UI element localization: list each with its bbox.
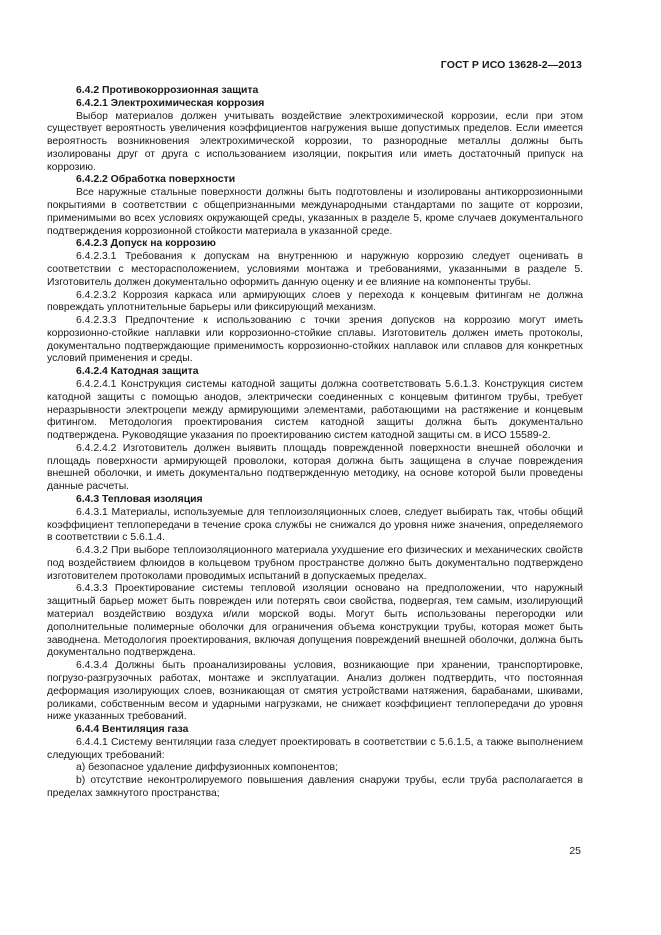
subsection-heading: 6.4.2.3 Допуск на коррозию xyxy=(76,238,216,250)
subsection-heading: 6.4.2.4 Катодная защита xyxy=(76,366,199,378)
paragraph: 6.4.2.3.3 Предпочтение к использованию с точки зрения допусков на коррозию могут иметь коррозионно-стойкие наплавки или коррозионно-стойкие сплавы. Изготовитель должен иметь протоколы, документально подтверждающие применимость коррозионно-стойких наплавок или сплавов для конкретных условий применения и среды. xyxy=(47,315,583,365)
paragraph: 6.4.2.3.2 Коррозия каркаса или армирующих слоев у перехода к концевым фитингам не должна повреждать уплотнительные барьеры или фиксирующий механизм. xyxy=(47,289,583,314)
section-heading: 6.4.4 Вентиляция газа xyxy=(76,724,189,736)
paragraph: Все наружные стальные поверхности должны быть подготовлены и изолированы антикоррозионными покрытиями в соответствии с общепризнанными международными стандартами по защите от коррозии, применимыми во всех условиях окружающей среды, указанных в разделе 5, кроме случаев документального подтверждения коррозионной стойкости материала в указанной среде. xyxy=(47,187,583,237)
list-item: a) безопасное удаление диффузионных компонентов; xyxy=(76,762,338,774)
section-heading: 6.4.2 Противокоррозионная защита xyxy=(76,85,259,96)
standard-header: ГОСТ Р ИСО 13628-2—2013 xyxy=(440,59,582,71)
paragraph: 6.4.2.4.1 Конструкция системы катодной защиты должна соответствовать 5.6.1.3. Конструкция систем катодной защиты с помощью анодов, электрически соединенных с концевым фитингом трубы, требует неразрывности электроцепи между армирующими элементами, работающими на растяжение и концевым фитингом. Методология проектирования систем катодной защиты должна быть документально подтверждена. Руководящие указания по проектированию систем катодной защиты см. в ИСО 15589-2. xyxy=(47,378,583,442)
paragraph: 6.4.3.2 При выборе теплоизоляционного материала ухудшение его физических и механических свойств под воздействием флюидов в кольцевом трубном пространстве должно быть документально подтверждено изготовителем протоколами проводимых испытаний в допускаемых пределах. xyxy=(47,545,583,582)
subsection-heading: 6.4.2.1 Электрохимическая коррозия xyxy=(76,97,265,109)
paragraph: 6.4.3.4 Должны быть проанализированы условия, возникающие при хранении, транспортировке, погрузо-разгрузочных работах, монтаже и эксплуатации. Анализ должен подтвердить, что постоянная деформация изолирующих слоев, возникающая от смятия устройствами натяжения, барабанами, шкивами, роликами, собственным весом и ударными нагрузками, не снижает коэффициент теплопередачи до уровня ниже указанных требований. xyxy=(47,660,583,723)
section-heading: 6.4.3 Тепловая изоляция xyxy=(76,494,203,505)
paragraph: 6.4.2.3.1 Требования к допускам на внутреннюю и наружную коррозию следует оценивать в соответствии с месторасположением, условиями монтажа и требованиями, указанными в разделе 5. Изготовитель должен документально оформить данную оценку и ее влияние на компоненты трубы. xyxy=(47,251,583,288)
document-body xyxy=(47,85,583,801)
list-item: b) отсутствие неконтролируемого повышения давления снаружи трубы, если труба располагается в пределах замкнутого пространства; xyxy=(47,775,583,799)
paragraph: 6.4.3.1 Материалы, используемые для теплоизоляционных слоев, следует выбирать так, чтобы общий коэффициент теплопередачи в течение срока службы не снижался до уровня ниже значения, определяемого в соответствии с 5.6.1.4. xyxy=(47,506,583,544)
subsection-heading: 6.4.2.2 Обработка поверхности xyxy=(76,174,236,186)
paragraph: 6.4.4.1 Систему вентиляции газа следует проектировать в соответствии с 5.6.1.5, а также выполнением следующих требований: xyxy=(47,736,583,761)
page-number: 25 xyxy=(569,845,581,857)
paragraph: Выбор материалов должен учитывать воздействие электрохимической коррозии, если при этом существует вероятность увеличения коэффициентов нагружения выше допустимых пределов. Если имеется вероятность возникновения электрохимической коррозии, то разнородные металлы должны быть изолированы друг от друга с использованием изоляции, покрытия или иметь достаточный припуск на коррозию. xyxy=(47,110,583,173)
paragraph: 6.4.3.3 Проектирование системы тепловой изоляции основано на предположении, что наружный защитный барьер может быть поврежден или потерять свои свойства, подвергая, тем самым, изолирующий материал воздействию воздуха и/или морской воды. Могут быть использованы перегородки или дополнительные полимерные оболочки для ограничения объема конструкции трубы, которая может быть заводнена. Методология проектирования, включая допущения повреждений внешней оболочки, должна быть документально подтверждена. xyxy=(47,583,583,659)
paragraph: 6.4.2.4.2 Изготовитель должен выявить площадь поврежденной поверхности внешней оболочки и площадь поверхности армирующей проволоки, которая должна быть защищена в случае повреждения внешней оболочки, и иметь документально подтвержденную методику, на основе которой были проведены данные расчеты. xyxy=(47,442,583,493)
